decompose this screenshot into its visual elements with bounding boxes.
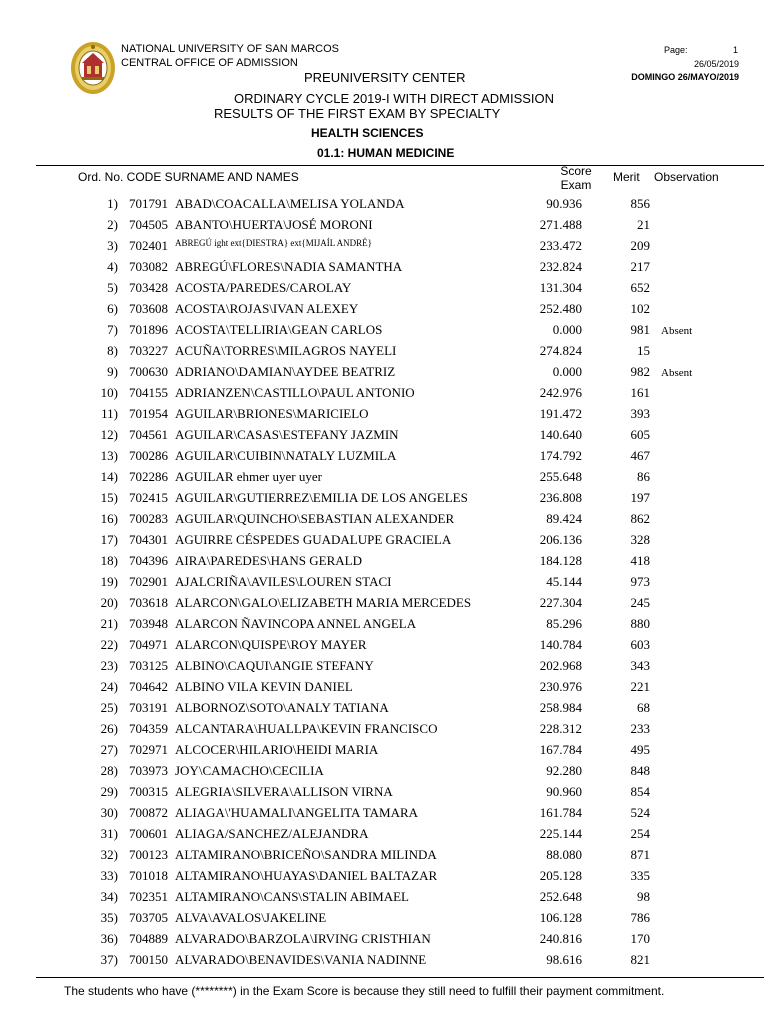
university-name: NATIONAL UNIVERSITY OF SAN MARCOS (121, 43, 339, 55)
table-row (0, 551, 768, 572)
row-code: 702401 (129, 238, 168, 253)
table-row (0, 824, 768, 845)
row-merit: 848 (630, 763, 650, 778)
table-row (0, 341, 768, 362)
row-merit: 871 (630, 847, 650, 862)
row-ord: 23) (100, 658, 118, 673)
row-merit: 652 (630, 280, 650, 295)
row-merit: 254 (630, 826, 650, 841)
row-merit: 217 (630, 259, 650, 274)
row-name: ALTAMIRANO\HUAYAS\DANIEL BALTAZAR (175, 868, 438, 883)
row-merit: 821 (630, 952, 650, 967)
row-ord: 34) (100, 889, 118, 904)
row-merit: 343 (630, 658, 650, 673)
row-merit: 15 (637, 343, 650, 358)
table-row (0, 656, 768, 677)
row-code: 700872 (129, 805, 168, 820)
row-code: 700630 (129, 364, 168, 379)
table-row (0, 488, 768, 509)
row-score: 258.984 (539, 700, 582, 715)
row-score: 140.784 (539, 637, 582, 652)
row-code: 702351 (129, 889, 168, 904)
table-row (0, 908, 768, 929)
row-name: ALARCON\GALO\ELIZABETH MARIA MERCEDES (175, 595, 472, 610)
row-merit: 786 (630, 910, 650, 925)
row-ord: 22) (100, 637, 118, 652)
table-row (0, 782, 768, 803)
row-merit: 856 (630, 196, 650, 211)
row-name: AGUILAR\QUINCHO\SEBASTIAN ALEXANDER (175, 511, 455, 526)
row-ord: 12) (100, 427, 118, 442)
row-merit: 86 (637, 469, 650, 484)
row-ord: 25) (100, 700, 118, 715)
table-row (0, 614, 768, 635)
column-header-score (552, 164, 600, 192)
row-name: ALCANTARA\HUALLPA\KEVIN FRANCISCO (175, 721, 438, 736)
row-ord: 26) (100, 721, 118, 736)
row-name: ALVARADO\BARZOLA\IRVING CRISTHIAN (175, 931, 431, 946)
row-ord: 30) (100, 805, 118, 820)
footer-divider (36, 977, 764, 978)
row-ord: 7) (107, 322, 118, 337)
row-code: 700150 (129, 952, 168, 967)
center-name: PREUNIVERSITY CENTER (304, 70, 466, 85)
table-row (0, 950, 768, 971)
row-merit: 973 (630, 574, 650, 589)
row-ord: 35) (100, 910, 118, 925)
row-name: ALTAMIRANO\CANS\STALIN ABIMAEL (175, 889, 409, 904)
column-header-observation: Observation (654, 170, 719, 184)
report-date: 26/05/2019 (693, 59, 739, 69)
row-ord: 36) (100, 931, 118, 946)
row-code: 704971 (129, 637, 168, 652)
row-score: 131.304 (539, 280, 582, 295)
row-code: 703191 (129, 700, 168, 715)
row-name: ALVARADO\BENAVIDES\VANIA NADINNE (175, 952, 427, 967)
row-score: 90.960 (546, 784, 582, 799)
row-score: 252.648 (539, 889, 582, 904)
row-name: ALIAGA/SANCHEZ/ALEJANDRA (175, 826, 369, 841)
row-code: 704359 (129, 721, 168, 736)
row-name: ALEGRIA\SILVERA\ALLISON VIRNA (175, 784, 393, 799)
row-score: 232.824 (539, 259, 582, 274)
row-ord: 28) (100, 763, 118, 778)
table-row (0, 257, 768, 278)
row-score: 240.816 (539, 931, 582, 946)
row-name: AGUILAR\CUIBIN\NATALY LUZMILA (175, 448, 397, 463)
row-score: 106.128 (539, 910, 582, 925)
row-code: 703618 (129, 595, 168, 610)
row-ord: 33) (100, 868, 118, 883)
row-ord: 5) (107, 280, 118, 295)
row-score: 206.136 (539, 532, 582, 547)
row-merit: 221 (630, 679, 650, 694)
row-merit: 102 (630, 301, 650, 316)
row-code: 701791 (129, 196, 168, 211)
row-score: 161.784 (539, 805, 582, 820)
row-merit: 854 (630, 784, 650, 799)
row-score: 233.472 (539, 238, 582, 253)
row-code: 700315 (129, 784, 168, 799)
table-row (0, 194, 768, 215)
table-row (0, 593, 768, 614)
row-score: 225.144 (539, 826, 582, 841)
row-code: 702901 (129, 574, 168, 589)
page-label: Page: (664, 45, 688, 55)
row-merit: 981 (630, 322, 650, 337)
table-row (0, 887, 768, 908)
report-day: DOMINGO 26/MAYO/2019 (631, 72, 739, 82)
row-score: 242.976 (539, 385, 582, 400)
row-merit: 21 (637, 217, 650, 232)
row-name: ACOSTA\TELLIRIA\GEAN CARLOS (175, 322, 383, 337)
table-row (0, 698, 768, 719)
row-score: 227.304 (539, 595, 582, 610)
row-score: 92.280 (546, 763, 582, 778)
row-ord: 2) (107, 217, 118, 232)
row-score: 236.808 (539, 490, 582, 505)
row-merit: 862 (630, 511, 650, 526)
university-seal-logo (70, 41, 116, 95)
row-code: 704505 (129, 217, 168, 232)
row-code: 704155 (129, 385, 168, 400)
table-row (0, 845, 768, 866)
row-code: 700286 (129, 448, 168, 463)
row-score: 88.080 (546, 847, 582, 862)
row-name: AGUILAR\GUTIERREZ\EMILIA DE LOS ANGELES (175, 490, 468, 505)
table-row (0, 719, 768, 740)
row-ord: 24) (100, 679, 118, 694)
row-merit: 418 (630, 553, 650, 568)
row-code: 704889 (129, 931, 168, 946)
row-observation: Absent (661, 325, 693, 337)
row-name: ABAD\COACALLA\MELISA YOLANDA (175, 196, 405, 211)
table-row (0, 425, 768, 446)
table-row (0, 404, 768, 425)
row-score: 191.472 (539, 406, 582, 421)
row-code: 704396 (129, 553, 168, 568)
row-ord: 19) (100, 574, 118, 589)
row-code: 704642 (129, 679, 168, 694)
row-ord: 20) (100, 595, 118, 610)
page-number: 1 (733, 45, 739, 55)
row-score: 89.424 (546, 511, 582, 526)
row-merit: 161 (630, 385, 650, 400)
row-merit: 880 (630, 616, 650, 631)
row-score: 202.968 (539, 658, 582, 673)
row-ord: 32) (100, 847, 118, 862)
table-row (0, 320, 768, 341)
table-row (0, 215, 768, 236)
table-row (0, 299, 768, 320)
row-score: 228.312 (539, 721, 582, 736)
office-name: CENTRAL OFFICE OF ADMISSION (121, 57, 298, 69)
row-score: 174.792 (539, 448, 582, 463)
row-merit: 495 (630, 742, 650, 757)
row-name: ADRIANO\DAMIAN\AYDEE BEATRIZ (175, 364, 396, 379)
table-row (0, 383, 768, 404)
row-merit: 98 (637, 889, 650, 904)
row-name: ADRIANZEN\CASTILLO\PAUL ANTONIO (175, 385, 415, 400)
row-merit: 335 (630, 868, 650, 883)
row-name: AJALCRIÑA\AVILES\LOUREN STACI (175, 574, 392, 589)
row-score: 0.000 (552, 364, 582, 379)
row-code: 703227 (129, 343, 168, 358)
row-merit: 982 (630, 364, 650, 379)
row-ord: 18) (100, 553, 118, 568)
row-name: AGUIRRE CÉSPEDES GUADALUPE GRACIELA (175, 532, 452, 547)
row-name: AGUILAR\CASAS\ESTEFANY JAZMIN (175, 427, 399, 442)
row-code: 703082 (129, 259, 168, 274)
row-merit: 393 (630, 406, 650, 421)
row-name: ALCOCER\HILARIO\HEIDI MARIA (175, 742, 379, 757)
row-score: 271.488 (539, 217, 582, 232)
row-name: ACOSTA/PAREDES/CAROLAY (175, 280, 352, 295)
row-merit: 245 (630, 595, 650, 610)
row-score: 85.296 (546, 616, 582, 631)
cycle-title: ORDINARY CYCLE 2019-I WITH DIRECT ADMISSION (234, 91, 555, 106)
row-ord: 1) (107, 196, 118, 211)
faculty-title: HEALTH SCIENCES (311, 126, 424, 140)
table-row (0, 635, 768, 656)
row-score: 140.640 (539, 427, 582, 442)
row-ord: 13) (100, 448, 118, 463)
table-row (0, 740, 768, 761)
table-row (0, 803, 768, 824)
row-ord: 4) (107, 259, 118, 274)
row-score: 90.936 (546, 196, 582, 211)
column-header-merit: Merit (613, 170, 640, 184)
row-name: ALTAMIRANO\BRICEÑO\SANDRA MILINDA (175, 847, 437, 862)
row-ord: 9) (107, 364, 118, 379)
row-ord: 14) (100, 469, 118, 484)
row-ord: 31) (100, 826, 118, 841)
row-ord: 10) (100, 385, 118, 400)
row-merit: 209 (630, 238, 650, 253)
row-code: 701018 (129, 868, 168, 883)
specialty-title: 01.1: HUMAN MEDICINE (317, 146, 455, 160)
column-header-ord-code-name: Ord. No. CODE SURNAME AND NAMES (78, 170, 299, 184)
row-name: AGUILAR ehmer uyer uyer (175, 469, 322, 484)
row-ord: 15) (100, 490, 118, 505)
row-name: ACOSTA\ROJAS\IVAN ALEXEY (175, 301, 359, 316)
row-name: ALBINO VILA KEVIN DANIEL (175, 679, 353, 694)
row-name: JOY\CAMACHO\CECILIA (175, 763, 324, 778)
row-code: 703608 (129, 301, 168, 316)
row-score: 45.144 (546, 574, 582, 589)
row-name: ACUÑA\TORRES\MILAGROS NAYELI (175, 343, 397, 358)
row-code: 703948 (129, 616, 168, 631)
row-score: 205.128 (539, 868, 582, 883)
row-code: 704561 (129, 427, 168, 442)
row-observation: Absent (661, 367, 693, 379)
row-code: 700601 (129, 826, 168, 841)
row-code: 701896 (129, 322, 168, 337)
row-code: 700283 (129, 511, 168, 526)
row-ord: 17) (100, 532, 118, 547)
row-score: 274.824 (539, 343, 582, 358)
results-table (0, 194, 768, 971)
row-code: 701954 (129, 406, 168, 421)
row-code: 704301 (129, 532, 168, 547)
row-name: ALARCON\QUISPE\ROY MAYER (175, 637, 367, 652)
row-ord: 11) (101, 406, 118, 421)
row-merit: 603 (630, 637, 650, 652)
row-score: 255.648 (539, 469, 582, 484)
row-code: 703125 (129, 658, 168, 673)
row-code: 702415 (129, 490, 168, 505)
row-name: ALBINO\CAQUI\ANGIE STEFANY (175, 658, 374, 673)
table-row (0, 446, 768, 467)
table-row (0, 929, 768, 950)
table-row (0, 467, 768, 488)
row-score: 98.616 (546, 952, 582, 967)
row-ord: 37) (100, 952, 118, 967)
row-name: ABREGÚ ight ext{DIESTRA} ext{MIJAÍL ANDRÉ} (175, 238, 372, 248)
row-score: 252.480 (539, 301, 582, 316)
row-ord: 6) (107, 301, 118, 316)
row-score: 167.784 (539, 742, 582, 757)
row-name: ABANTO\HUERTA\JOSÉ MORONI (175, 217, 373, 232)
row-merit: 197 (630, 490, 650, 505)
row-code: 702286 (129, 469, 168, 484)
table-row (0, 236, 768, 257)
table-row (0, 530, 768, 551)
row-merit: 170 (630, 931, 650, 946)
row-name: AIRA\PAREDES\HANS GERALD (175, 553, 362, 568)
row-score: 0.000 (552, 322, 582, 337)
payment-footnote: The students who have (********) in the Exam Score is because they still need to fulfill their payment commitment. (64, 984, 665, 998)
results-title: RESULTS OF THE FIRST EXAM BY SPECIALTY (214, 106, 501, 121)
row-name: ALIAGA\'HUAMALI\ANGELITA TAMARA (175, 805, 419, 820)
table-row (0, 761, 768, 782)
row-code: 700123 (129, 847, 168, 862)
row-ord: 8) (107, 343, 118, 358)
row-merit: 524 (630, 805, 650, 820)
row-ord: 21) (100, 616, 118, 631)
row-score: 184.128 (539, 553, 582, 568)
table-row (0, 866, 768, 887)
row-merit: 233 (630, 721, 650, 736)
column-header-score-line1: Score (560, 164, 592, 178)
row-code: 703973 (129, 763, 168, 778)
table-row (0, 278, 768, 299)
row-name: ABREGÚ\FLORES\NADIA SAMANTHA (175, 259, 403, 274)
row-score: 230.976 (539, 679, 582, 694)
row-merit: 68 (637, 700, 650, 715)
row-ord: 27) (100, 742, 118, 757)
row-code: 702971 (129, 742, 168, 757)
row-code: 703705 (129, 910, 168, 925)
row-code: 703428 (129, 280, 168, 295)
header-divider (36, 165, 764, 166)
row-ord: 29) (100, 784, 118, 799)
row-merit: 328 (630, 532, 650, 547)
table-row (0, 572, 768, 593)
row-merit: 605 (630, 427, 650, 442)
table-row (0, 677, 768, 698)
row-name: ALVA\AVALOS\JAKELINE (175, 910, 327, 925)
row-ord: 16) (100, 511, 118, 526)
row-merit: 467 (630, 448, 650, 463)
table-row (0, 509, 768, 530)
row-name: ALBORNOZ\SOTO\ANALY TATIANA (175, 700, 389, 715)
row-name: ALARCON ÑAVINCOPA ANNEL ANGELA (175, 616, 417, 631)
row-ord: 3) (107, 238, 118, 253)
column-header-score-line2: Exam (560, 178, 592, 192)
row-name: AGUILAR\BRIONES\MARICIELO (175, 406, 369, 421)
table-row (0, 362, 768, 383)
